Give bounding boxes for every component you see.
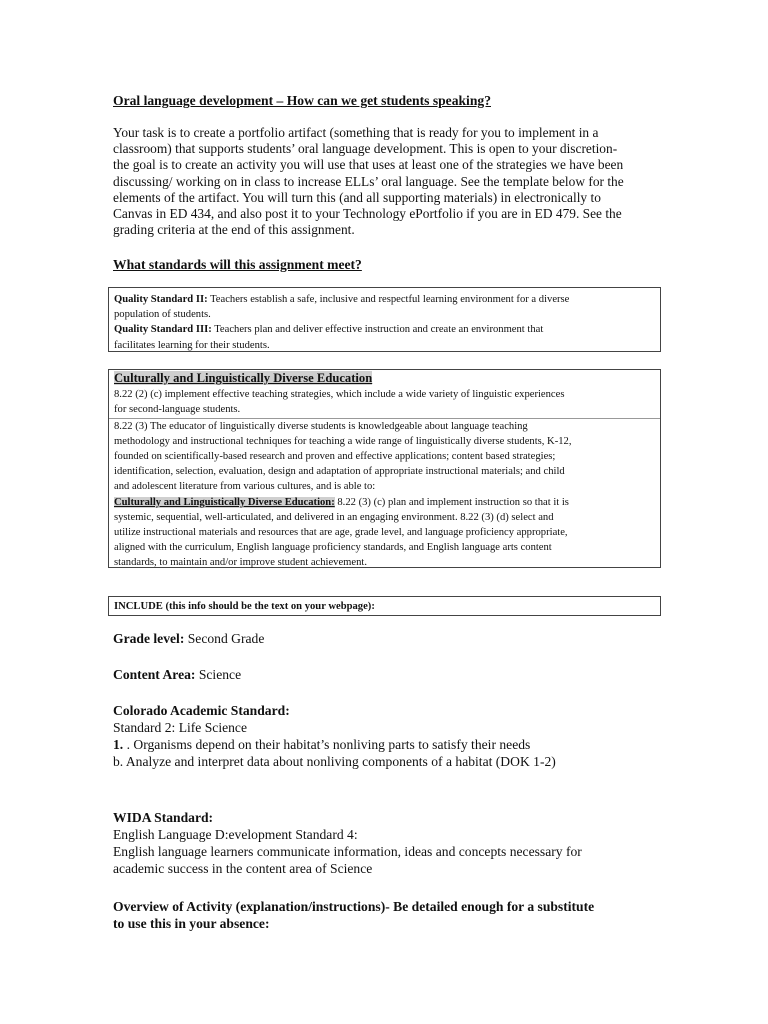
intro-line: Canvas in ED 434, and also post it to your Technology ePortfolio if you are in ED 479. See the [113, 206, 622, 222]
colorado-num: 1. [113, 737, 124, 752]
cld-line: methodology and instructional techniques for teaching a wide range of linguistically diverse students, K-12, [114, 435, 572, 447]
colorado-line: b. Analyze and interpret data about nonliving components of a habitat (DOK 1-2) [113, 754, 556, 769]
intro-line: the goal is to create an activity you will use that uses at least one of the strategies we have been [113, 157, 624, 173]
wida-line: English Language D:evelopment Standard 4: [113, 827, 358, 842]
wida-line: academic success in the content area of Science [113, 861, 373, 876]
qs3-label: Quality Standard III: [114, 324, 212, 336]
qs2-label: Quality Standard II: [114, 294, 208, 305]
colorado-line: . Organisms depend on their habitat’s nonliving parts to satisfy their needs [123, 737, 531, 752]
cld-line: 8.22 (2) (c) implement effective teaching strategies, which include a wide variety of linguistic experiences [114, 389, 565, 401]
cld-line: for second-language students. [114, 404, 241, 416]
wida-line: English language learners communicate information, ideas and concepts necessary for [113, 844, 582, 859]
standards-heading: What standards will this assignment meet? [113, 257, 362, 272]
intro-line: classroom) that supports students’ oral language development. This is open to your discretion- [113, 141, 618, 157]
grade-value: Second Grade [184, 631, 265, 646]
qs3-text: Teachers plan and deliver effective instruction and create an environment that [211, 324, 544, 336]
colorado-line: Standard 2: Life Science [113, 720, 247, 735]
intro-line: grading criteria at the end of this assignment. [113, 222, 355, 238]
grade-label: Grade level: [113, 631, 185, 646]
colorado-standard [113, 702, 556, 770]
colorado-label: Colorado Academic Standard: [113, 703, 290, 718]
cld-standards-box [108, 369, 661, 568]
content-area [113, 666, 241, 683]
page-title: Oral language development – How can we get students speaking? [113, 93, 491, 108]
qs3-text-cont: facilitates learning for their students. [114, 339, 270, 351]
content-area-label: Content Area: [113, 667, 196, 682]
cld-line: standards, to maintain and/or improve student achievement. [114, 557, 368, 569]
cld-line: aligned with the curriculum, English language proficiency standards, and English language arts content [114, 542, 552, 554]
cld-line: identification, selection, evaluation, design and adaptation of appropriate instructional materials; and child [114, 466, 565, 478]
intro-line: Your task is to create a portfolio artifact (something that is ready for you to implement in a [113, 125, 599, 140]
content-area-value: Science [195, 667, 242, 682]
cld-line: utilize instructional materials and resources that are age, grade level, and language proficiency appropriate, [114, 527, 568, 539]
wida-label: WIDA Standard: [113, 810, 214, 825]
include-box: INCLUDE (this info should be the text on your webpage): [108, 596, 661, 616]
intro-line: discussing/ working on in class to increase ELLs’ oral language. See the template below for the [113, 173, 624, 189]
overview-heading [113, 898, 594, 932]
cld-line: 8.22 (3) The educator of linguistically diverse students is knowledgeable about language teaching [114, 420, 528, 432]
overview-line: Overview of Activity (explanation/instructions)- Be detailed enough for a substitute [113, 899, 595, 914]
overview-line: to use this in your absence: [113, 916, 270, 931]
grade-level [113, 630, 264, 647]
cld-line: founded on scientifically-based research and proven and effective applications; content based strategies; [114, 451, 556, 463]
cld-line: and adolescent literature from various cultures, and is able to: [114, 481, 376, 493]
wida-standard [113, 809, 582, 877]
intro-paragraph [113, 125, 653, 238]
cld-line: systemic, sequential, well-articulated, and delivered in an engaging environment. 8.22 (3) (d) select and [114, 511, 554, 523]
qs2-text: Teachers establish a safe, inclusive and respectful learning environment for a diverse [207, 294, 570, 305]
cld-text: 8.22 (3) (c) plan and implement instruction so that it is [334, 496, 569, 508]
intro-line: elements of the artifact. You will turn this (and all supporting materials) in electronically to [113, 189, 601, 205]
quality-standards-box [108, 287, 661, 352]
qs2-text-cont: population of students. [114, 309, 211, 321]
cld-heading: Culturally and Linguistically Diverse Education [114, 371, 373, 385]
cld-label: Culturally and Linguistically Diverse Education: [114, 496, 335, 508]
